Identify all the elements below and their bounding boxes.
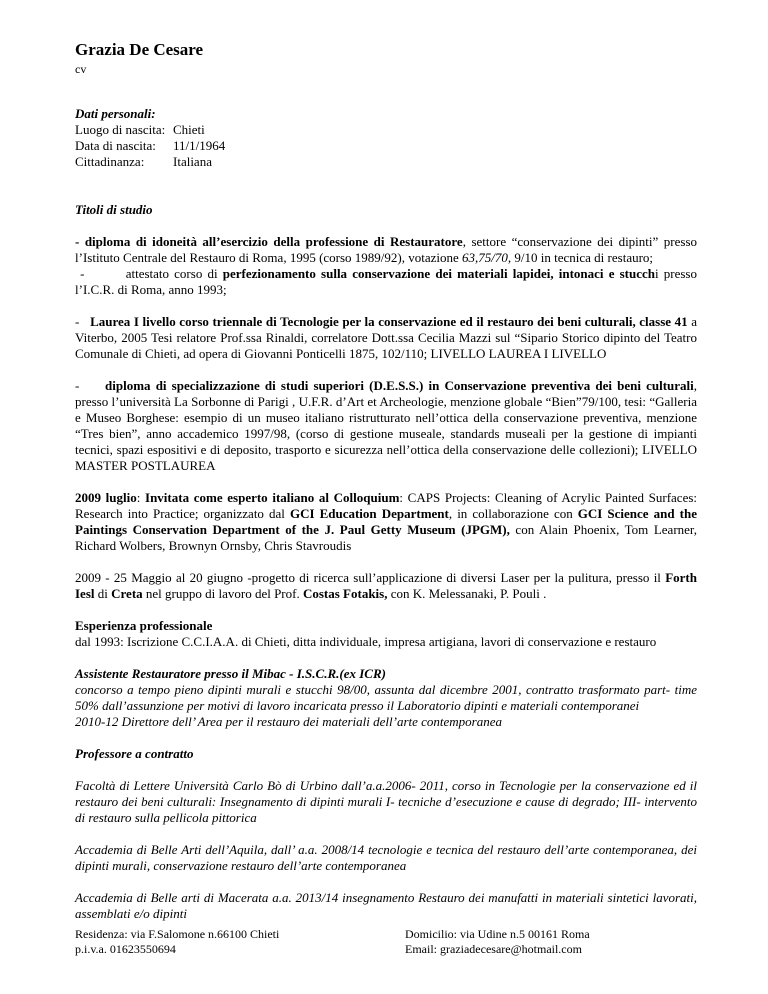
study-6-place: Creta [111, 586, 143, 601]
study-5-date: 2009 luglio [75, 490, 137, 505]
professor-urbino: Facoltà di Lettere Università Carlo Bò di Urbino dall’a.a.2006- 2011, corso in Tecnologie per la conservazione ed il restauro dei beni culturali: Insegnamento di dipinti murali I- tecniche d’esecuzione e cause di degrado; III- intervento di restauro sulla pellicola pittorica [75, 778, 697, 825]
cv-page [75, 40, 697, 922]
study-6-group: nel gruppo di lavoro del Prof. [142, 586, 303, 601]
study-5-org2: GCI Science and the Paintings Conservation Department of the J. Paul Getty Museum (JPGM), [75, 506, 697, 537]
citizenship-label: Cittadinanza: [75, 154, 145, 169]
footer-email: Email: graziadecesare@hotmail.com [405, 942, 582, 956]
professor-title: Professore a contratto [75, 746, 194, 761]
footer-residence: Residenza: via F.Salomone n.66100 Chieti [75, 927, 280, 941]
study-paragraph-2 [75, 266, 697, 298]
study-paragraph-1 [75, 234, 697, 266]
experience-line: dal 1993: Iscrizione C.C.I.A.A. di Chieti, ditta individuale, impresa artigiana, lavori di conservazione e restauro [75, 634, 657, 649]
study-5-sep: : [136, 490, 146, 505]
footer-domicile: Domicilio: via Udine n.5 00161 Roma [405, 927, 590, 941]
cv-name: Grazia De Cesare [75, 40, 204, 59]
cv-subtitle: cv [75, 62, 87, 76]
study-1-title: - diploma di idoneità all’esercizio della professione di Restauratore [75, 234, 463, 249]
study-2-intro: - attestato corso di [75, 266, 223, 281]
study-paragraph-4 [75, 378, 697, 474]
birthdate-value: 11/1/1964 [173, 138, 226, 153]
professor-aquila: Accademia di Belle Arti dell’Aquila, dall’ a.a. 2008/14 tecnologie e tecnica del restauro dell’arte contemporanea, dei dipinti murali, conservazione restauro dell’arte contemporanea [75, 842, 697, 873]
birthdate-label: Data di nascita: [75, 138, 156, 153]
study-6-people: con K. Melessanaki, P. Pouli . [387, 586, 547, 601]
footer-left [75, 927, 405, 957]
studies-title: Titoli di studio [75, 202, 153, 217]
study-4-dash: - [75, 378, 106, 393]
study-4-text: , presso l’università La Sorbonne di Parigi , U.F.R. d’Art et Archeologie, menzione globale “Bien”79/100, tesi: “Galleria e Museo Borghese: esempio di un museo italiano ristrutturato nell’ottica della conservazione preventiva, menzione “Tres bien”, anno accademico 1997/98, (corso di gestione museale, standards museali per la gestione di impianti tecnici, spazi espositivi e di deposito, trasporto e sicurezza nell’ottica della conservazione delle collezioni); LIVELLO MASTER POSTLAUREA [75, 378, 697, 473]
professor-macerata: Accademia di Belle arti di Macerata a.a. 2013/14 insegnamento Restauro dei manufatti in materiali sintetici lavorati, assemblati e/o dipinti [75, 890, 697, 921]
study-6-professor: Costas Fotakis, [302, 586, 388, 601]
personal-row [75, 122, 697, 138]
study-paragraph-3 [75, 314, 697, 362]
assistant-text: concorso a tempo pieno dipinti murali e stucchi 98/00, assunta dal dicembre 2001, contratto trasformato part- time 50% dall’assunzione per motivi di lavoro incaricata presso il Laboratorio dipinti e materiali contemporanei [75, 682, 697, 713]
study-paragraph-5 [75, 490, 697, 554]
study-1-tail: 9/10 in tecnica di restauro; [511, 250, 654, 265]
assistant-director: 2010-12 Direttore dell’ Area per il restauro dei materiali dell’arte contemporanea [75, 714, 503, 729]
study-3-text: a Viterbo, 2005 Tesi relatore Prof.ssa Rinaldi, correlatore Dott.ssa Cecilia Mazzi sul “Sipario Storico dipinto del Teatro Comunale di Chieti, ad opera di Giovanni Ponticelli 1875, 102/110; LIVELLO LAUREA I LIVELLO [75, 314, 697, 361]
study-6-institute: Forth Iesl [75, 570, 697, 601]
personal-row [75, 154, 697, 170]
footer-vat: p.i.v.a. 01623550694 [75, 942, 176, 956]
study-5-title: Invitata come esperto italiano al Colloquium [145, 490, 400, 505]
personal-data-title: Dati personali: [75, 106, 156, 121]
study-5-people: con Alain Phoenix, Tom Learner, Richard Wolbers, Brownyn Ornsby, Chris Stavroudis [75, 522, 697, 553]
birthplace-label: Luogo di nascita: [75, 122, 166, 137]
study-2-title: perfezionamento sulla conservazione dei materiali lapidei, intonaci e stucch [222, 266, 655, 281]
study-1-grade: 63,75/70, [462, 250, 512, 265]
citizenship-value: Italiana [173, 154, 212, 169]
study-3-dash: - [75, 314, 91, 329]
personal-row [75, 138, 697, 154]
study-6-text: 2009 - 25 Maggio al 20 giugno -progetto di ricerca sull’applicazione di diversi Laser per la pulitura, presso il [75, 570, 666, 585]
study-5-org1: GCI Education Department [289, 506, 449, 521]
study-5-collab: , in collaborazione con [448, 506, 578, 521]
birthplace-value: Chieti [173, 122, 205, 137]
page-footer [75, 927, 697, 957]
study-5-text: : CAPS Projects: Cleaning of Acrylic Painted Surfaces: Research into Practice; organizzato dal [75, 490, 698, 521]
experience-title: Esperienza professionale [75, 618, 213, 633]
study-4-title: diploma di specializzazione di studi superiori (D.E.S.S.) in Conservazione preventiva dei beni culturali [105, 378, 694, 393]
assistant-title: Assistente Restauratore presso il Mibac - I.S.C.R.(ex ICR) [75, 666, 386, 681]
study-1-text: , settore “conservazione dei dipinti” presso l’Istituto Centrale del Restauro di Roma, 1995 (corso 1989/92), votazione [75, 234, 697, 265]
footer-right [405, 927, 590, 957]
study-paragraph-6 [75, 570, 697, 602]
study-6-of: di [94, 586, 112, 601]
study-3-title: Laurea I livello corso triennale di Tecnologie per la conservazione ed il restauro dei beni culturali, classe 41 [90, 314, 688, 329]
personal-data-section [75, 106, 697, 170]
study-2-text: i presso l’I.C.R. di Roma, anno 1993; [75, 266, 697, 297]
